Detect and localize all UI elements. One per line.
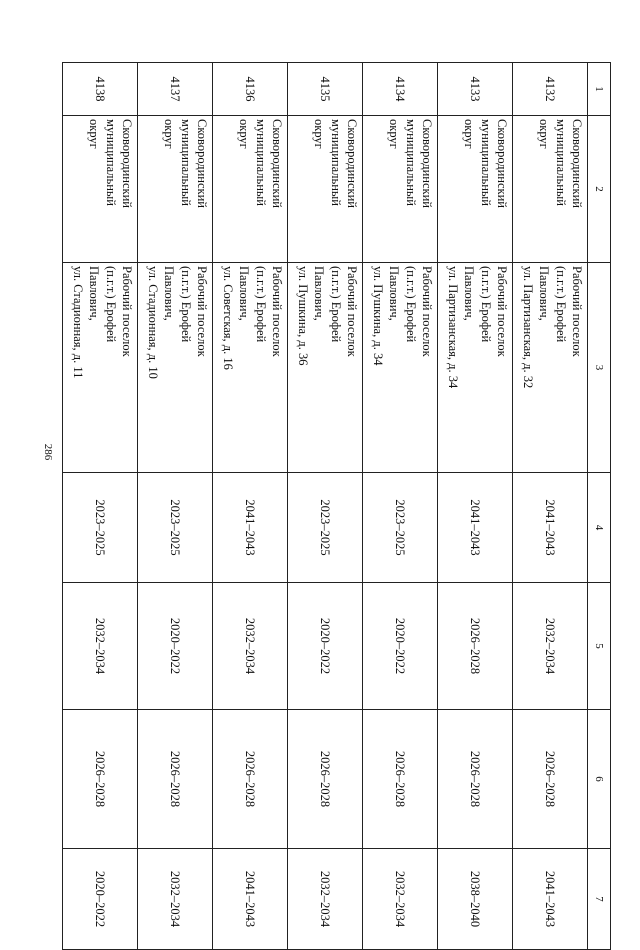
period-cell-col7: 2041–2043 xyxy=(213,849,288,950)
municipality-line: округ xyxy=(237,119,252,149)
municipality-line: Сковородинский xyxy=(270,119,284,208)
period-cell-col7: 2032–2034 xyxy=(138,849,213,950)
period-cell-col6: 2026–2028 xyxy=(288,710,363,849)
period-cell-col5: 2032–2034 xyxy=(513,583,588,710)
address-line: Рабочий поселок xyxy=(345,266,359,357)
municipality-line: округ xyxy=(312,119,327,149)
address-cell xyxy=(213,263,288,473)
address-cell xyxy=(363,263,438,473)
row-id: 4133 xyxy=(438,63,513,116)
address-cell xyxy=(63,263,138,473)
municipality-cell xyxy=(513,116,588,263)
row-id: 4134 xyxy=(363,63,438,116)
municipality-cell xyxy=(288,116,363,263)
table-row xyxy=(63,63,138,950)
municipality-cell xyxy=(63,116,138,263)
row-id: 4138 xyxy=(63,63,138,116)
address-line: Рабочий поселок xyxy=(420,266,434,357)
municipality-line: Сковородинский xyxy=(195,119,209,208)
municipality-line: муниципальный xyxy=(328,119,343,206)
municipality-line: округ xyxy=(462,119,477,149)
municipality-line: округ xyxy=(87,119,102,149)
address-line: (п.г.т.) Ерофей xyxy=(478,266,493,343)
address-line: Рабочий поселок xyxy=(195,266,209,357)
address-line: Рабочий поселок xyxy=(570,266,584,357)
column-header-7: 7 xyxy=(588,849,611,950)
period-cell-col4: 2041–2043 xyxy=(213,473,288,583)
address-line: ул. Партизанская, д. 34 xyxy=(446,266,461,389)
row-id: 4135 xyxy=(288,63,363,116)
address-line: (п.г.т.) Ерофей xyxy=(328,266,343,343)
municipality-line: муниципальный xyxy=(553,119,568,206)
period-cell-col7: 2038–2040 xyxy=(438,849,513,950)
address-line: Павлович, xyxy=(312,266,327,321)
municipality-line: муниципальный xyxy=(403,119,418,206)
period-cell-col5: 2032–2034 xyxy=(213,583,288,710)
column-header-1: 1 xyxy=(588,63,611,116)
municipality-line: Сковородинский xyxy=(570,119,584,208)
row-id: 4132 xyxy=(513,63,588,116)
address-line: Рабочий поселок xyxy=(495,266,509,357)
address-line: (п.г.т.) Ерофей xyxy=(403,266,418,343)
address-line: ул. Советская, д. 16 xyxy=(221,266,236,370)
table-row xyxy=(363,63,438,950)
municipality-cell xyxy=(363,116,438,263)
period-cell-col4: 2041–2043 xyxy=(438,473,513,583)
table-row xyxy=(288,63,363,950)
period-cell-col5: 2020–2022 xyxy=(138,583,213,710)
page-number: 286 xyxy=(42,443,54,461)
address-line: Рабочий поселок xyxy=(120,266,134,357)
address-line: Павлович, xyxy=(237,266,252,321)
period-cell-col6: 2026–2028 xyxy=(363,710,438,849)
row-id: 4136 xyxy=(213,63,288,116)
municipality-line: округ xyxy=(537,119,552,149)
address-line: ул. Пушкина, д. 34 xyxy=(371,266,386,366)
municipality-line: округ xyxy=(162,119,177,149)
table-row xyxy=(138,63,213,950)
municipality-line: Сковородинский xyxy=(345,119,359,208)
period-cell-col4: 2023–2025 xyxy=(138,473,213,583)
table-row xyxy=(513,63,588,950)
address-line: ул. Стадионная, д. 10 xyxy=(146,266,161,379)
municipality-line: муниципальный xyxy=(103,119,118,206)
address-line: Павлович, xyxy=(162,266,177,321)
column-header-5: 5 xyxy=(588,583,611,710)
row-id: 4137 xyxy=(138,63,213,116)
address-line: Павлович, xyxy=(462,266,477,321)
municipality-cell xyxy=(213,116,288,263)
municipality-line: округ xyxy=(387,119,402,149)
municipality-line: Сковородинский xyxy=(495,119,509,208)
address-line: (п.г.т.) Ерофей xyxy=(553,266,568,343)
data-table xyxy=(62,62,611,950)
address-cell xyxy=(438,263,513,473)
column-header-2: 2 xyxy=(588,116,611,263)
municipality-line: муниципальный xyxy=(478,119,493,206)
address-line: (п.г.т.) Ерофей xyxy=(178,266,193,343)
period-cell-col5: 2032–2034 xyxy=(63,583,138,710)
table-container xyxy=(71,62,611,928)
address-line: Павлович, xyxy=(387,266,402,321)
municipality-line: Сковородинский xyxy=(420,119,434,208)
address-cell xyxy=(138,263,213,473)
column-header-6: 6 xyxy=(588,710,611,849)
period-cell-col5: 2026–2028 xyxy=(438,583,513,710)
period-cell-col4: 2023–2025 xyxy=(363,473,438,583)
period-cell-col6: 2026–2028 xyxy=(513,710,588,849)
column-header-3: 3 xyxy=(588,263,611,473)
table-body xyxy=(63,63,611,950)
period-cell-col7: 2032–2034 xyxy=(288,849,363,950)
address-line: (п.г.т.) Ерофей xyxy=(253,266,268,343)
period-cell-col5: 2020–2022 xyxy=(363,583,438,710)
period-cell-col4: 2023–2025 xyxy=(288,473,363,583)
address-line: Павлович, xyxy=(537,266,552,321)
municipality-line: муниципальный xyxy=(253,119,268,206)
header-row xyxy=(588,63,611,950)
municipality-cell xyxy=(138,116,213,263)
period-cell-col6: 2026–2028 xyxy=(213,710,288,849)
period-cell-col5: 2020–2022 xyxy=(288,583,363,710)
table-row xyxy=(213,63,288,950)
address-line: (п.г.т.) Ерофей xyxy=(103,266,118,343)
address-line: Рабочий поселок xyxy=(270,266,284,357)
address-line: Павлович, xyxy=(87,266,102,321)
period-cell-col7: 2020–2022 xyxy=(63,849,138,950)
address-cell xyxy=(513,263,588,473)
period-cell-col6: 2026–2028 xyxy=(63,710,138,849)
municipality-line: Сковородинский xyxy=(120,119,134,208)
table-rotator xyxy=(71,62,611,928)
period-cell-col7: 2041–2043 xyxy=(513,849,588,950)
period-cell-col4: 2023–2025 xyxy=(63,473,138,583)
address-line: ул. Партизанская, д. 32 xyxy=(521,266,536,389)
address-line: ул. Пушкина, д. 36 xyxy=(296,266,311,366)
address-line: ул. Стадионная, д. 11 xyxy=(71,266,86,379)
municipality-line: муниципальный xyxy=(178,119,193,206)
period-cell-col7: 2032–2034 xyxy=(363,849,438,950)
table-row xyxy=(438,63,513,950)
period-cell-col6: 2026–2028 xyxy=(138,710,213,849)
period-cell-col6: 2026–2028 xyxy=(438,710,513,849)
address-cell xyxy=(288,263,363,473)
period-cell-col4: 2041–2043 xyxy=(513,473,588,583)
municipality-cell xyxy=(438,116,513,263)
column-header-4: 4 xyxy=(588,473,611,583)
